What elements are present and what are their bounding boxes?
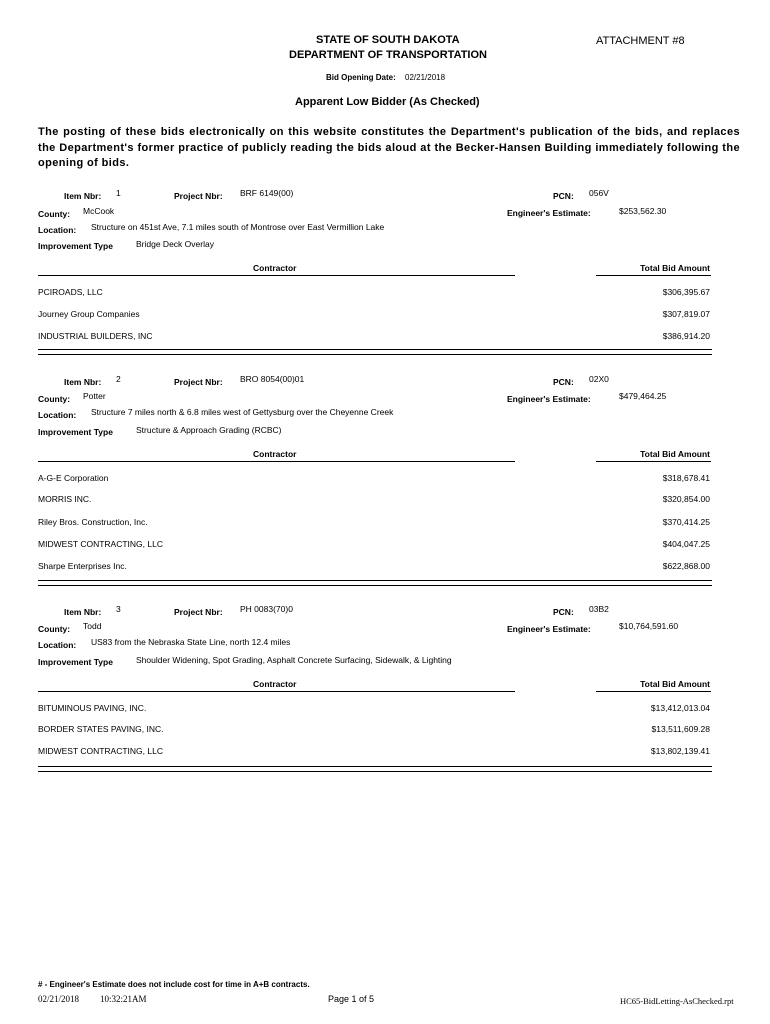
location-value: US83 from the Nebraska State Line, north 12.4 miles [91, 637, 291, 647]
total-bid-header: Total Bid Amount [640, 449, 710, 459]
project-nbr-value: BRO 8054(00)01 [240, 374, 305, 384]
contractor-header: Contractor [253, 679, 297, 689]
footer-date: 02/21/2018 [38, 994, 80, 1004]
item-divider [38, 766, 712, 767]
total-bid-header: Total Bid Amount [640, 679, 710, 689]
estimate-label: Engineer's Estimate: [507, 208, 591, 218]
table-row-amount: $386,914.20 [662, 331, 710, 341]
footer-report-name: HC65-BidLetting-AsChecked.rpt [620, 996, 734, 1006]
table-row-contractor: BORDER STATES PAVING, INC. [38, 724, 164, 734]
table-row-amount: $318,678.41 [662, 473, 710, 483]
project-nbr-label: Project Nbr: [174, 377, 223, 387]
item-divider [38, 585, 712, 586]
table-row-amount: $306,395.67 [662, 287, 710, 297]
contractor-underline [38, 691, 515, 692]
bid-opening-date: 02/21/2018 [405, 73, 446, 82]
pcn-label: PCN: [553, 377, 574, 387]
item-nbr-label: Item Nbr: [64, 377, 102, 387]
table-row-amount: $13,412,013.04 [650, 703, 710, 713]
item-divider [38, 580, 712, 581]
table-row-contractor: Riley Bros. Construction, Inc. [38, 517, 148, 527]
project-nbr-value: BRF 6149(00) [240, 188, 294, 198]
footer-page-number: Page 1 of 5 [328, 994, 375, 1004]
item-nbr-label: Item Nbr: [64, 607, 102, 617]
table-row-amount: $320,854.00 [662, 494, 710, 504]
table-row-amount: $13,511,609.28 [651, 724, 710, 734]
table-row-amount: $404,047.25 [662, 539, 710, 549]
item-nbr-value: 3 [116, 604, 121, 614]
intro-paragraph: The posting of these bids electronically on this website constitutes the Department's publication of the bids, and replaces the Department's former practice of publicly reading the bids aloud at the Becker-Hansen Building immediately following the opening of bids. [38, 126, 740, 169]
contractor-underline [38, 275, 515, 276]
amount-underline [596, 461, 711, 462]
county-label: County: [38, 394, 71, 404]
location-value: Structure 7 miles north & 6.8 miles west of Gettysburg over the Cheyenne Creek [91, 407, 394, 417]
estimate-value: $253,562.30 [619, 206, 667, 216]
table-row-amount: $622,868.00 [662, 561, 710, 571]
location-label: Location: [38, 410, 77, 420]
total-bid-header: Total Bid Amount [640, 263, 710, 273]
pcn-value: 02X0 [589, 374, 609, 384]
pcn-label: PCN: [553, 607, 574, 617]
item-nbr-value: 1 [116, 188, 121, 198]
bid-opening-label: Bid Opening Date: [326, 73, 396, 82]
pcn-value: 03B2 [589, 604, 609, 614]
county-value: Potter [83, 391, 106, 401]
table-row-contractor: MORRIS INC. [38, 494, 92, 504]
estimate-value: $10,764,591.60 [619, 621, 679, 631]
table-row-contractor: MIDWEST CONTRACTING, LLC [38, 539, 163, 549]
table-row-contractor: BITUMINOUS PAVING, INC. [38, 703, 147, 713]
item-nbr-value: 2 [116, 374, 121, 384]
contractor-header: Contractor [253, 449, 297, 459]
estimate-label: Engineer's Estimate: [507, 624, 591, 634]
attachment-label: ATTACHMENT #8 [596, 35, 685, 47]
page-subtitle: Apparent Low Bidder (As Checked) [295, 96, 480, 108]
state-title: STATE OF SOUTH DAKOTA [316, 34, 460, 46]
project-nbr-label: Project Nbr: [174, 607, 223, 617]
item-divider [38, 771, 712, 772]
amount-underline [596, 691, 711, 692]
county-value: McCook [83, 206, 115, 216]
table-row-contractor: Sharpe Enterprises Inc. [38, 561, 127, 571]
improvement-value: Structure & Approach Grading (RCBC) [136, 425, 282, 435]
county-label: County: [38, 624, 71, 634]
amount-underline [596, 275, 711, 276]
table-row-amount: $370,414.25 [662, 517, 710, 527]
department-title: DEPARTMENT OF TRANSPORTATION [289, 49, 487, 61]
estimate-label: Engineer's Estimate: [507, 394, 591, 404]
improvement-label: Improvement Type [38, 241, 113, 251]
improvement-value: Shoulder Widening, Spot Grading, Asphalt Concrete Surfacing, Sidewalk, & Lighting [136, 655, 452, 665]
footer-note: # - Engineer's Estimate does not include cost for time in A+B contracts. [38, 980, 310, 989]
location-value: Structure on 451st Ave, 7.1 miles south of Montrose over East Vermillion Lake [91, 222, 385, 232]
county-label: County: [38, 209, 71, 219]
table-row-contractor: Journey Group Companies [38, 309, 140, 319]
improvement-label: Improvement Type [38, 657, 113, 667]
table-row-contractor: MIDWEST CONTRACTING, LLC [38, 746, 163, 756]
county-value: Todd [83, 621, 102, 631]
table-row-contractor: A-G-E Corporation [38, 473, 109, 483]
location-label: Location: [38, 640, 77, 650]
project-nbr-label: Project Nbr: [174, 191, 223, 201]
item-nbr-label: Item Nbr: [64, 191, 102, 201]
improvement-label: Improvement Type [38, 427, 113, 437]
footer-time: 10:32:21AM [100, 994, 147, 1004]
item-divider [38, 349, 712, 350]
estimate-value: $479,464.25 [619, 391, 667, 401]
project-nbr-value: PH 0083(70)0 [240, 604, 293, 614]
table-row-amount: $13,802,139.41 [650, 746, 710, 756]
contractor-header: Contractor [253, 263, 297, 273]
table-row-contractor: INDUSTRIAL BUILDERS, INC [38, 331, 153, 341]
table-row-contractor: PCIROADS, LLC [38, 287, 103, 297]
table-row-amount: $307,819.07 [662, 309, 710, 319]
pcn-value: 056V [589, 188, 609, 198]
contractor-underline [38, 461, 515, 462]
improvement-value: Bridge Deck Overlay [136, 239, 214, 249]
item-divider [38, 354, 712, 355]
pcn-label: PCN: [553, 191, 574, 201]
location-label: Location: [38, 225, 77, 235]
